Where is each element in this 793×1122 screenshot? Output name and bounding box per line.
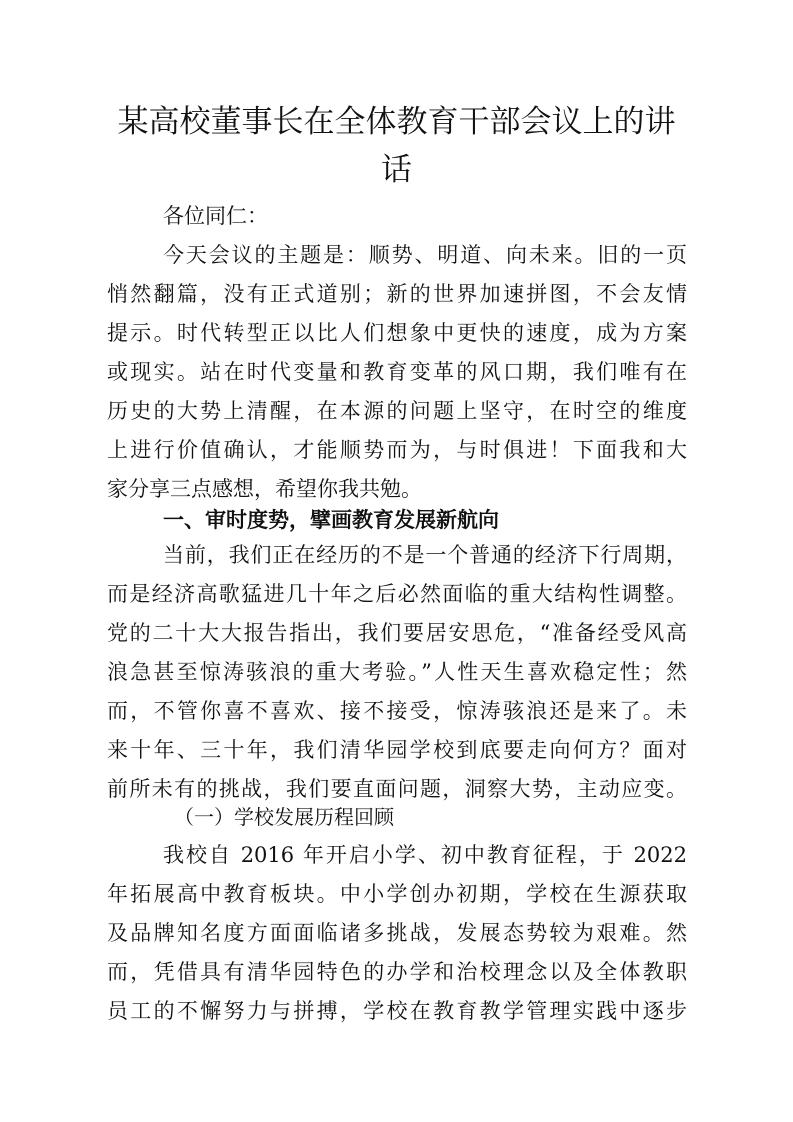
- paragraph-2-line: 党的二十大大报告指出，我们要居安思危，“准备经受风高: [107, 621, 687, 645]
- paragraph-1-line: 悄然翻篇，没有正式道别；新的世界加速拼图，不会友情: [107, 282, 687, 306]
- paragraph-2-line: 前所未有的挑战，我们要直面问题，洞察大势，主动应变。: [107, 777, 687, 801]
- paragraph-3-line: 及品牌知名度方面面临诸多挑战，发展态势较为艰难。然: [107, 921, 687, 945]
- document-title-line-1: 某高校董事长在全体教育干部会议上的讲: [117, 104, 676, 140]
- paragraph-3-line: 员工的不懈努力与拼搏，学校在教育教学管理实践中逐步: [107, 999, 687, 1023]
- paragraph-3-line: 我校自 2016 年开启小学、初中教育征程，于 2022: [163, 843, 687, 867]
- paragraph-2-line: 当前，我们正在经历的不是一个普通的经济下行周期，: [163, 543, 687, 567]
- subsection-1-heading: （一）学校发展历程回顾: [174, 805, 394, 829]
- paragraph-3-line: 而，凭借具有清华园特色的办学和治校理念以及全体教职: [107, 960, 687, 984]
- paragraph-2-line: 浪急甚至惊涛骇浪的重大考验。”人性天生喜欢稳定性；然: [107, 660, 687, 684]
- paragraph-1-line: 历史的大势上清醒，在本源的问题上坚守，在时空的维度: [107, 399, 687, 423]
- paragraph-3-line: 年拓展高中教育板块。中小学创办初期，学校在生源获取: [107, 882, 687, 906]
- paragraph-2-line: 而，不管你喜不喜欢、接不接受，惊涛骇浪还是来了。未: [107, 699, 687, 723]
- paragraph-1-line: 上进行价值确认，才能顺势而为，与时俱进！下面我和大: [107, 438, 687, 462]
- paragraph-2-line: 来十年、三十年，我们清华园学校到底要走向何方？面对: [107, 738, 687, 762]
- paragraph-1-line: 或现实。站在时代变量和教育变革的风口期，我们唯有在: [107, 360, 687, 384]
- greeting: 各位同仁：: [163, 204, 268, 228]
- paragraph-2-line: 而是经济高歌猛进几十年之后必然面临的重大结构性调整。: [107, 582, 687, 606]
- paragraph-1-line: 家分享三点感想，希望你我共勉。: [107, 477, 422, 501]
- section-1-heading: 一、审时度势，擘画教育发展新航向: [163, 508, 499, 532]
- paragraph-1-line: 提示。时代转型正以比人们想象中更快的速度，成为方案: [107, 321, 687, 345]
- document-title-line-2: 话: [381, 152, 412, 188]
- paragraph-1-line: 今天会议的主题是：顺势、明道、向未来。旧的一页: [163, 243, 687, 267]
